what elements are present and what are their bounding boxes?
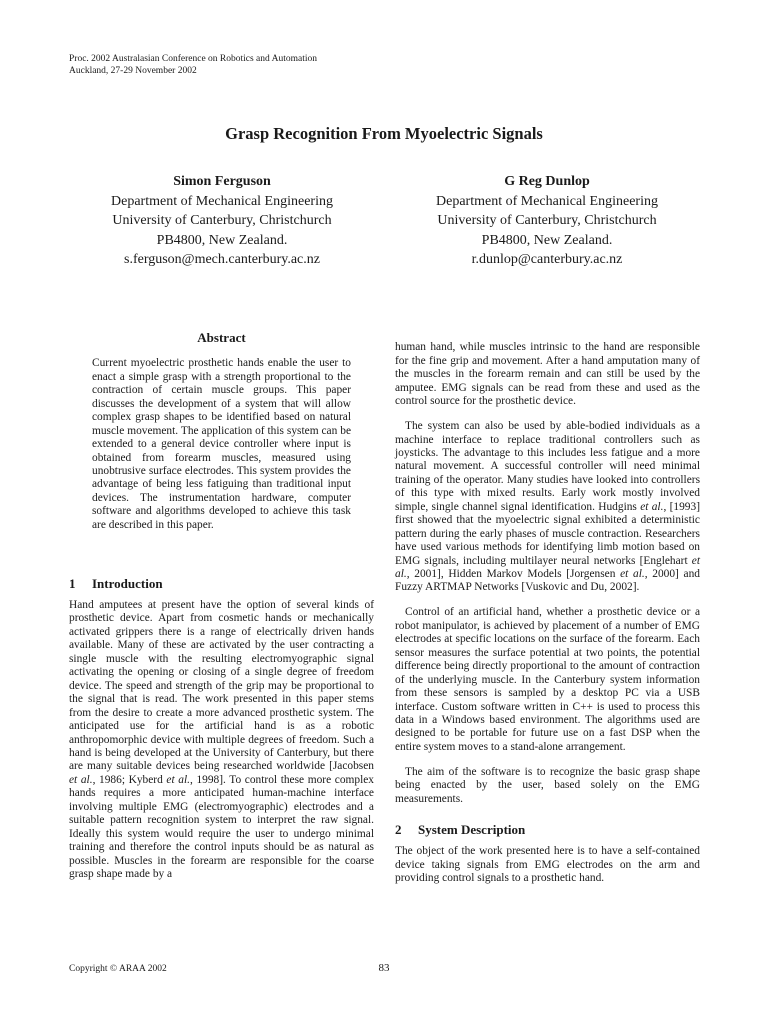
paragraph	[69, 599, 374, 882]
section-title: Introduction	[92, 576, 163, 591]
conference-line: Proc. 2002 Australasian Conference on Robotics and Automation	[69, 54, 318, 64]
text-run: , 1998]. To control these more complex hands requires a more anticipated human-machine interface involving multiple EMG (electromyographic) electrodes and a suitable pattern recognition system to interpret the raw signal. Ideally this system would require the user to undergo minimal training and therefore the control inputs should be as natural as possible. Muscles in the forearm are responsible for the coarse grasp shape made by a	[69, 773, 374, 881]
author-address: PB4800, New Zealand.	[481, 232, 613, 248]
introduction-section	[69, 576, 374, 893]
copyright-notice: Copyright © ARAA 2002	[69, 964, 167, 974]
section-number: 2	[395, 822, 402, 838]
citation-etal: et al.	[69, 773, 93, 786]
conference-header	[69, 53, 317, 77]
author-university: University of Canterbury, Christchurch	[437, 213, 657, 228]
text-run: , [1993] first showed that the myoelectric signal exhibited a deterministic pattern during the early phases of muscle contraction. Researchers have used various methods for identifying limb motion based on EMG signals, including multilayer neural networks [Englehart	[395, 500, 700, 567]
author-department: Department of Mechanical Engineering	[111, 193, 333, 209]
text-run: Hand amputees at present have the option of several kinds of prosthetic device. Apart from cosmetic hands or mechanically activated grippers there is a range of electrically driven hands available. Many of these are activated by the user contracting a single muscle with the resulting electromyographic signal activating the opening or closing of a single degree of freedom device. The speed and strength of the grip may be proportional to the signal that is read. The work presented in this paper stems from the desire to create a more advanced prosthetic system. The anticipated use for the artificial hand is as a robotic anthropomorphic device with multiple degrees of freedom. Such a hand is being developed at the University of Canterbury, but there are many suitable devices being researched worldwide [Jacobsen	[69, 599, 374, 773]
abstract-heading: Abstract	[197, 330, 246, 345]
author-block-2	[402, 172, 692, 270]
section-number: 1	[69, 576, 76, 591]
text-run: , 2000] and Fuzzy ARTMAP Networks [Vuskovic and Du, 2002].	[395, 568, 700, 594]
author-address: PB4800, New Zealand.	[156, 232, 288, 248]
text-run: , 2001], Hidden Markov Models [Jorgensen	[406, 568, 621, 581]
conference-location: Auckland, 27-29 November 2002	[69, 66, 197, 76]
author-department: Department of Mechanical Engineering	[436, 193, 658, 209]
paragraph: Control of an artificial hand, whether a prosthetic device or a robot manipulator, is achieved by placement of a number of EMG electrodes at specific locations on the surface of the forearm. Each sensor measures the surface potential at two points, the potential difference being directly proportional to the amount of contraction of the underlying muscle. In the Canterbury system information from these sensors is sampled by a desktop PC via a USB interface. Custom software written in C++ is used to process this data in a Windows based environment. The algorithms used are designed to be portable for future use on a fast DSP when the entire system moves to a stand-alone arrangement.	[395, 606, 700, 753]
citation-etal: et al.	[640, 500, 664, 513]
section-title: System Description	[418, 822, 526, 838]
text-run: The system can also be used by able-bodied individuals as a machine interface to replace traditional controllers such as joysticks. The advantage to this includes less fatigue and a more natural movement. A successful controller will need minimal training of the operator. Many studies have looked into controllers of this type with mixed results. Early work mostly involved simple, single channel signal identification. Hudgins	[395, 420, 700, 513]
paragraph	[395, 420, 700, 595]
paragraph: The aim of the software is to recognize the basic grasp shape being enacted by the user, based solely on the EMG measurements.	[395, 765, 700, 805]
citation-etal: et al.	[166, 773, 190, 786]
abstract-section	[92, 330, 351, 544]
citation-etal: et al.	[395, 554, 700, 581]
paper-title: Grasp Recognition From Myoelectric Signals	[225, 124, 543, 143]
citation-etal: et al.	[620, 568, 645, 581]
author-block-1	[77, 172, 367, 270]
abstract-text: Current myoelectric prosthetic hands enable the user to enact a simple grasp with a strength proportional to the contraction of certain muscle groups. This paper discusses the development of a system that will allow complex grasp shapes to be identified based on natural muscle movement. The application of this system can be extended to a general device controller where input is obtained from forearm muscles, measured using unobtrusive surface electrodes. This system provides the advantage of being less fatiguing than traditional input devices. The instrumentation hardware, computer software and algorithms developed to achieve this task are described in this paper.	[92, 357, 351, 531]
text-run: , 1986; Kyberd	[92, 773, 167, 786]
paragraph: human hand, while muscles intrinsic to the hand are responsible for the fine grip and movement. After a hand amputation many of the muscles in the forearm remain and can still be used by the amputee. EMG signals can be read from these and used as the control source for the prosthetic device.	[395, 341, 700, 408]
page-number: 83	[378, 962, 390, 974]
section-heading	[69, 576, 374, 592]
author-email: s.ferguson@mech.canterbury.ac.nz	[124, 252, 320, 267]
author-name: Simon Ferguson	[173, 174, 271, 189]
author-email: r.dunlop@canterbury.ac.nz	[471, 252, 623, 267]
section-heading	[395, 822, 700, 838]
author-university: University of Canterbury, Christchurch	[112, 213, 332, 228]
right-column	[395, 330, 700, 897]
paragraph: The object of the work presented here is to have a self-contained device taking signals from EMG electrodes on the arm and providing control signals to a prosthetic hand.	[395, 845, 700, 884]
author-name: G Reg Dunlop	[504, 174, 590, 189]
